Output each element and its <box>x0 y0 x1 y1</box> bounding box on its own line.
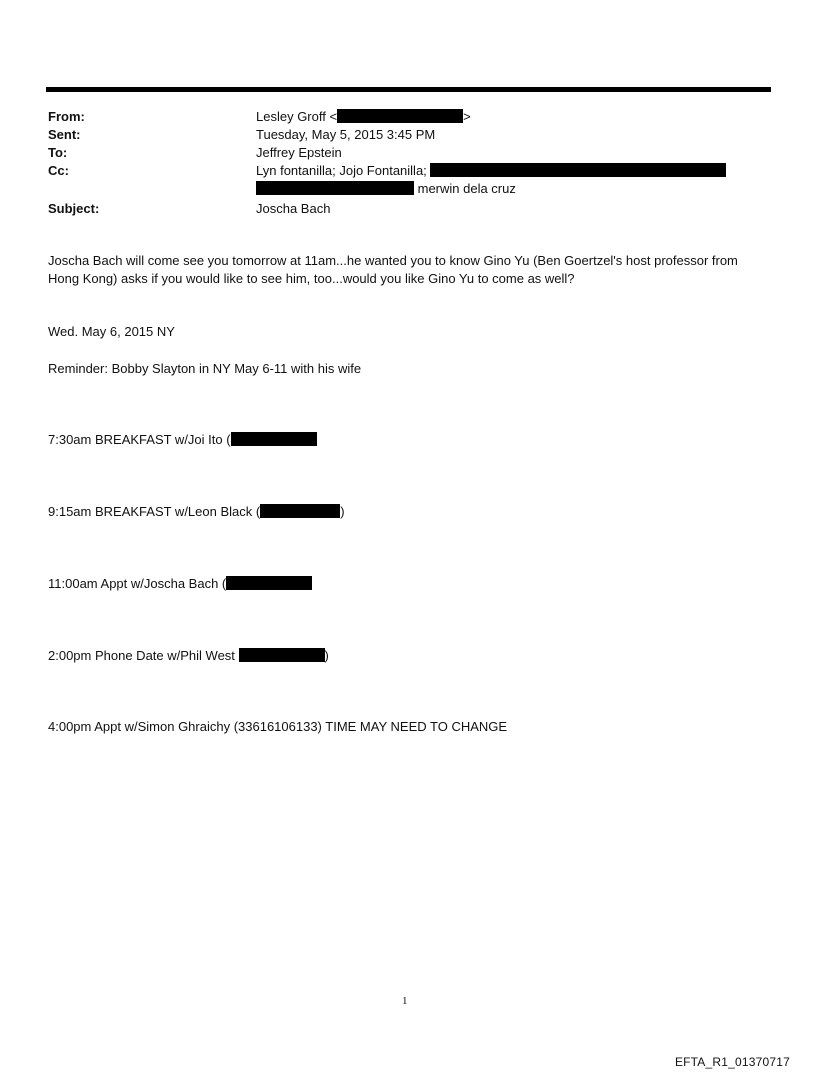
redaction-box <box>260 504 340 518</box>
from-label: From: <box>48 109 85 124</box>
schedule-text: 11:00am Appt w/Joscha Bach ( <box>48 576 227 591</box>
intro-line-1: Joscha Bach will come see you tomorrow at 11am...he wanted you to know Gino Yu (Ben Goertzel's host professor from <box>48 253 738 268</box>
schedule-close: ) <box>324 648 329 663</box>
cc-label: Cc: <box>48 163 69 178</box>
from-value <box>256 108 768 126</box>
redaction-box <box>256 181 414 195</box>
intro-paragraph <box>48 252 768 288</box>
header-rule <box>46 87 771 92</box>
schedule-item <box>48 718 768 736</box>
page-number: 1 <box>402 995 408 1007</box>
schedule-item <box>48 575 768 593</box>
to-value: Jeffrey Epstein <box>256 145 342 160</box>
subject-label: Subject: <box>48 201 100 216</box>
sent-value: Tuesday, May 5, 2015 3:45 PM <box>256 127 436 142</box>
schedule-item <box>48 431 768 449</box>
to-row <box>48 144 768 162</box>
sent-label: Sent: <box>48 127 81 142</box>
to-label: To: <box>48 145 68 160</box>
schedule-text: 9:15am BREAKFAST w/Leon Black ( <box>48 504 261 519</box>
email-header <box>48 108 768 218</box>
from-name: Lesley Groff < <box>256 109 338 124</box>
from-row <box>48 108 768 126</box>
redaction-box <box>226 576 312 590</box>
redaction-box <box>239 648 325 662</box>
cc-row <box>48 162 768 198</box>
document-id: EFTA_R1_01370717 <box>674 1055 790 1069</box>
subject-value: Joscha Bach <box>256 201 331 216</box>
from-suffix: > <box>463 109 471 124</box>
cc-recipients: Lyn fontanilla; Jojo Fontanilla; <box>256 163 427 178</box>
redaction-box <box>231 432 317 446</box>
cc-recipients-2: merwin dela cruz <box>414 181 516 196</box>
cc-line-1 <box>256 162 768 180</box>
subject-row <box>48 200 768 218</box>
schedule-text: 4:00pm Appt w/Simon Ghraichy (33616106133) TIME MAY NEED TO CHANGE <box>48 719 508 734</box>
schedule-close: ) <box>340 504 345 519</box>
schedule-item <box>48 503 768 521</box>
schedule-item <box>48 647 768 665</box>
reminder-line: Reminder: Bobby Slayton in NY May 6-11 with his wife <box>48 361 362 376</box>
cc-line-2 <box>256 180 768 198</box>
sent-row <box>48 126 768 144</box>
schedule-text: 7:30am BREAKFAST w/Joi Ito ( <box>48 432 231 447</box>
schedule-text: 2:00pm Phone Date w/Phil West <box>48 648 239 663</box>
intro-line-2: Hong Kong) asks if you would like to see him, too...would you like Gino Yu to come as well? <box>48 271 575 286</box>
cc-value <box>256 162 768 198</box>
redaction-box <box>430 163 726 177</box>
date-line: Wed. May 6, 2015 NY <box>48 324 175 339</box>
redaction-box <box>337 109 463 123</box>
